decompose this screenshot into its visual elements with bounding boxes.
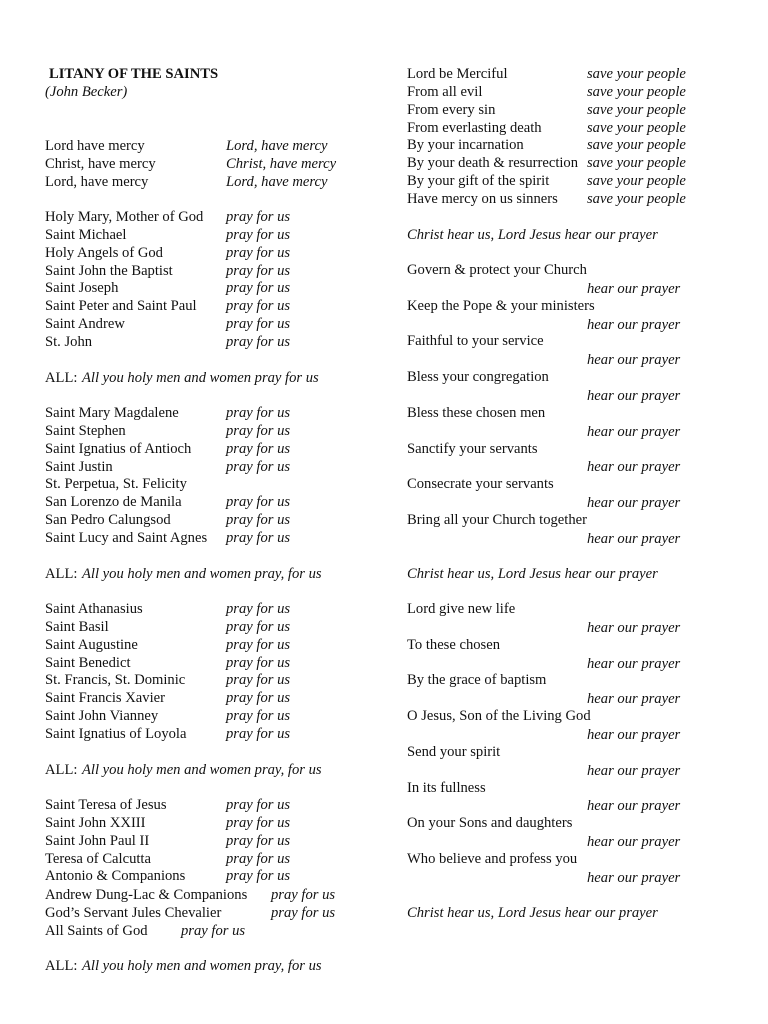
- petition-response: hear our prayer: [587, 869, 681, 886]
- saint-name: San Lorenzo de Manila: [45, 494, 182, 511]
- petition-text: Consecrate your servants: [407, 476, 554, 493]
- saint-name: Saint Francis Xavier: [45, 690, 165, 707]
- petition-response: hear our prayer: [587, 280, 681, 297]
- saint-response: pray for us: [226, 458, 291, 475]
- christ-hear-us-line: Christ hear us, Lord Jesus hear our prayer: [407, 905, 658, 921]
- saint-response: pray for us: [226, 333, 291, 350]
- saint-response: pray for us: [226, 405, 291, 421]
- petition-response: hear our prayer: [587, 762, 681, 779]
- saint-name: St. John: [45, 333, 93, 350]
- mercy-invocation: From everlasting death: [407, 119, 542, 136]
- petition-response: hear our prayer: [587, 619, 681, 636]
- saint-response: pray for us: [226, 708, 291, 725]
- composer-credit: (John Becker): [45, 84, 128, 100]
- saint-name: Saint John Vianney: [45, 708, 159, 725]
- saint-name: Saint Stephen: [45, 422, 126, 439]
- kyrie-response: Lord, have mercy: [226, 173, 328, 190]
- saint-name: St. Perpetua, St. Felicity: [45, 476, 187, 493]
- mercy-invocation: From all evil: [407, 83, 483, 100]
- saint-response: pray for us: [226, 797, 291, 813]
- petition-response: hear our prayer: [587, 691, 681, 708]
- petition-response: hear our prayer: [587, 530, 681, 547]
- saint-name: Holy Angels of God: [45, 244, 163, 261]
- saint-response: pray for us: [226, 850, 291, 867]
- mercy-response: save your people: [587, 137, 686, 154]
- all-label: ALL:: [45, 762, 78, 778]
- saint-name: Saint Augustine: [45, 636, 138, 653]
- mercy-invocation: By your incarnation: [407, 137, 524, 154]
- saint-response: pray for us: [226, 814, 291, 831]
- saint-name: Holy Mary, Mother of God: [45, 209, 204, 225]
- all-label: ALL:: [45, 958, 78, 974]
- saint-name: Saint Benedict: [45, 654, 131, 671]
- saint-name: Saint Ignatius of Antioch: [45, 440, 192, 457]
- petition-response: hear our prayer: [587, 352, 681, 369]
- saint-response: pray for us: [226, 440, 291, 457]
- petition-response: hear our prayer: [587, 834, 681, 851]
- petition-text: Govern & protect your Church: [407, 262, 587, 278]
- petition-text: Sanctify your servants: [407, 440, 538, 457]
- mercy-invocation: Have mercy on us sinners: [407, 190, 558, 207]
- saint-response: pray for us: [226, 636, 291, 653]
- petition-text: Lord give new life: [407, 601, 516, 617]
- saint-response: pray for us: [226, 316, 291, 333]
- mercy-response: save your people: [587, 83, 686, 100]
- petition-response: hear our prayer: [587, 495, 681, 512]
- petition-text: Who believe and profess you: [407, 850, 578, 867]
- saint-name: San Pedro Calungsod: [45, 512, 171, 529]
- petition-text: Bless your congregation: [407, 369, 549, 386]
- christ-hear-us-line: Christ hear us, Lord Jesus hear our prayer: [407, 566, 658, 582]
- saint-response: pray for us: [226, 244, 291, 261]
- saint-name: God’s Servant Jules Chevalier: [45, 904, 222, 921]
- saint-name: Saint John XXIII: [45, 814, 146, 831]
- saint-name: All Saints of God: [45, 922, 148, 939]
- petition-text: Keep the Pope & your ministers: [407, 297, 595, 314]
- saint-name: St. Francis, St. Dominic: [45, 672, 186, 689]
- kyrie-invocation: Christ, have mercy: [45, 155, 156, 172]
- saint-response: pray for us: [226, 422, 291, 439]
- kyrie-response: Lord, have mercy: [226, 138, 328, 154]
- all-label: ALL:: [45, 370, 78, 386]
- petition-text: Send your spirit: [407, 743, 501, 760]
- petition-response: hear our prayer: [587, 798, 681, 815]
- petition-text: On your Sons and daughters: [407, 815, 573, 832]
- all-response-text: All you holy men and women pray, for us: [82, 566, 322, 582]
- christ-hear-us-line: Christ hear us, Lord Jesus hear our prayer: [407, 227, 658, 243]
- petition-response: hear our prayer: [587, 316, 681, 333]
- petition-text: Bless these chosen men: [407, 404, 546, 421]
- petition-response: hear our prayer: [587, 655, 681, 672]
- petition-text: Bring all your Church together: [407, 511, 587, 528]
- saint-name: Saint John the Baptist: [45, 262, 173, 279]
- petition-text: In its fullness: [407, 779, 486, 796]
- mercy-invocation: Lord be Merciful: [407, 66, 508, 82]
- petition-text: To these chosen: [407, 636, 500, 653]
- mercy-response: save your people: [587, 66, 686, 82]
- all-label: ALL:: [45, 566, 78, 582]
- saint-response: pray for us: [226, 262, 291, 279]
- kyrie-invocation: Lord have mercy: [45, 138, 145, 154]
- saint-response: pray for us: [226, 529, 291, 546]
- kyrie-invocation: Lord, have mercy: [45, 173, 149, 190]
- mercy-response: save your people: [587, 173, 686, 190]
- mercy-invocation: By your gift of the spirit: [407, 173, 550, 190]
- saint-name: Saint Athanasius: [45, 601, 143, 617]
- saint-name: Saint Andrew: [45, 316, 125, 333]
- saint-response: pray for us: [226, 654, 291, 671]
- document-title: LITANY OF THE SAINTS: [49, 66, 219, 82]
- mercy-response: save your people: [587, 101, 686, 118]
- saint-name: Saint Ignatius of Loyola: [45, 725, 187, 742]
- saint-response: pray for us: [226, 494, 291, 511]
- saint-name: Saint Joseph: [45, 280, 119, 297]
- saint-response: pray for us: [226, 832, 291, 849]
- all-response-text: All you holy men and women pray, for us: [82, 958, 322, 974]
- petition-text: O Jesus, Son of the Living God: [407, 708, 591, 725]
- saint-name: Saint John Paul II: [45, 832, 150, 849]
- saint-name: Saint Teresa of Jesus: [45, 797, 167, 813]
- saint-response: pray for us: [226, 298, 291, 315]
- saint-response: pray for us: [271, 887, 336, 903]
- petition-response: hear our prayer: [587, 459, 681, 476]
- petition-text: Faithful to your service: [407, 333, 544, 350]
- kyrie-response: Christ, have mercy: [226, 155, 337, 172]
- petition-response: hear our prayer: [587, 387, 681, 404]
- saint-response: pray for us: [271, 904, 336, 921]
- saint-response: pray for us: [226, 690, 291, 707]
- saint-response: pray for us: [226, 618, 291, 635]
- saint-name: Saint Basil: [45, 618, 109, 635]
- saint-response: pray for us: [226, 725, 291, 742]
- saint-response: pray for us: [226, 512, 291, 529]
- saint-name: Saint Michael: [45, 226, 127, 243]
- saint-name: Saint Justin: [45, 458, 113, 475]
- mercy-invocation: From every sin: [407, 101, 496, 118]
- saint-name: Saint Peter and Saint Paul: [45, 298, 197, 315]
- saint-response: pray for us: [226, 672, 291, 689]
- mercy-response: save your people: [587, 155, 686, 172]
- saint-response: pray for us: [226, 209, 291, 225]
- saint-name: Saint Mary Magdalene: [45, 405, 179, 421]
- saint-name: Antonio & Companions: [45, 868, 186, 885]
- saint-response: pray for us: [181, 922, 246, 939]
- mercy-response: save your people: [587, 119, 686, 136]
- petition-text: By the grace of baptism: [407, 672, 547, 689]
- saint-name: Teresa of Calcutta: [45, 850, 151, 867]
- petition-response: hear our prayer: [587, 423, 681, 440]
- saint-response: pray for us: [226, 868, 291, 885]
- petition-response: hear our prayer: [587, 726, 681, 743]
- saint-name: Andrew Dung-Lac & Companions: [45, 887, 248, 903]
- all-response-text: All you holy men and women pray for us: [82, 370, 319, 386]
- mercy-invocation: By your death & resurrection: [407, 155, 579, 172]
- mercy-response: save your people: [587, 190, 686, 207]
- all-response-text: All you holy men and women pray, for us: [82, 762, 322, 778]
- saint-response: pray for us: [226, 280, 291, 297]
- saint-response: pray for us: [226, 226, 291, 243]
- saint-response: pray for us: [226, 601, 291, 617]
- saint-name: Saint Lucy and Saint Agnes: [45, 529, 208, 546]
